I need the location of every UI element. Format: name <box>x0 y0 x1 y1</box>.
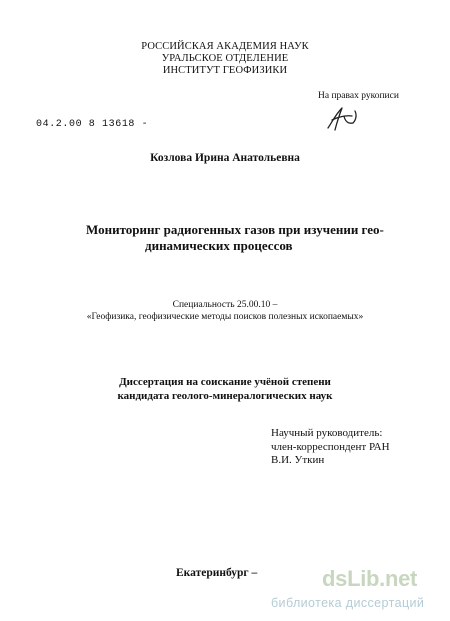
thesis-title-line-2: динамических процессов <box>145 238 293 253</box>
manuscript-rights-note: На правах рукописи <box>318 91 399 101</box>
handwritten-signature <box>322 104 362 134</box>
supervisor-block <box>271 427 390 468</box>
specialty-code: Специальность 25.00.10 – <box>172 300 278 310</box>
institution-institute: ИНСТИТУТ ГЕОФИЗИКИ <box>162 65 288 76</box>
degree-line-2: кандидата геолого-минералогических наук <box>117 390 333 402</box>
city-year: Екатеринбург – <box>176 567 258 579</box>
degree-line-1: Диссертация на соискание учёной степени <box>119 376 331 388</box>
institution-division: УРАЛЬСКОЕ ОТДЕЛЕНИЕ <box>161 53 289 64</box>
institution-name: РОССИЙСКАЯ АКАДЕМИЯ НАУК <box>141 41 309 52</box>
supervisor-rank: член-корреспондент РАН <box>271 440 390 453</box>
watermark-logo: dsLib.net <box>322 566 418 591</box>
author-name: Козлова Ирина Анатольевна <box>150 152 300 164</box>
supervisor-role: Научный руководитель: <box>271 427 383 439</box>
catalog-code: 04.2.00 8 13618 - <box>36 119 149 130</box>
specialty-name: «Геофизика, геофизические методы поисков полезных ископаемых» <box>86 312 364 322</box>
watermark-subtitle: библиотека диссертаций <box>271 596 425 610</box>
thesis-title-line-1: Мониторинг радиогенных газов при изучении гео- <box>86 222 384 237</box>
supervisor-name: В.И. Уткин <box>271 454 325 466</box>
